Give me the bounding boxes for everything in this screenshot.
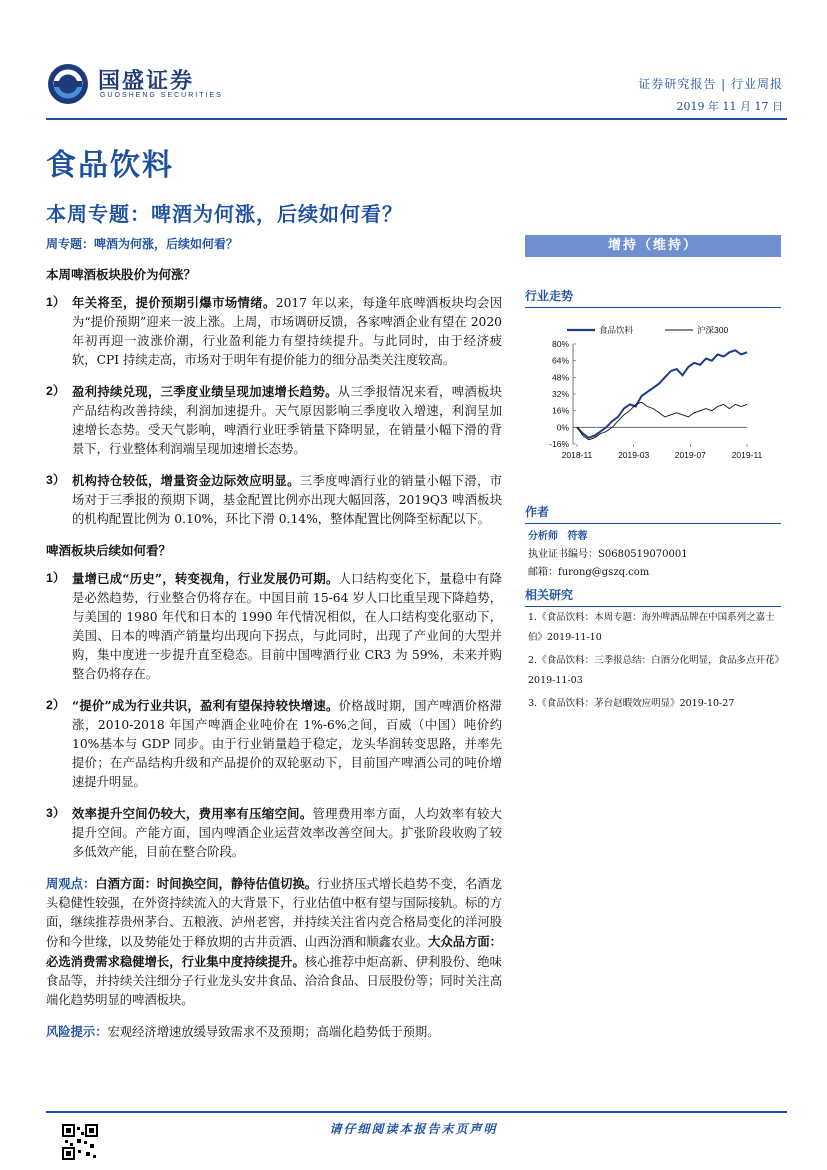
list-item: 1） 量增已成“历史”，转变视角，行业发展仍可期。人口结构变化下，量稳中有降是必然趋势，行业整合仍将存在。中国目前 15-64 岁人口比重呈现下降趋势，与美国的 1980 年代和日本的 1990 年代情况相似，在人口结构变化驱动下，美国、日本的啤酒产销量均出现向下拐点，与此同时，出现了产业间的大型并购，集中度进一步提升直至稳态。目前中国啤酒行业 CR3 为 59%，未来并购整合仍将存在。 [46,571,502,681]
list-item: 2） “提价”成为行业共识，盈利有望保持较快增速。价格战时期，国产啤酒价格滞涨，2010-2018 年国产啤酒企业吨价在 1%-6%之间，百威（中国）吨价约 10%基本与 GDP 同步。由于行业销量趋于稳定，龙头华润转变思路，并率先提价；在产品结构升级和产品提价的双轮驱动下，目前国产啤酒公司的吨价增速提升明显。 [46,698,502,789]
y-tick-label: 32% [551,389,569,399]
brand-name: 国盛证券 [98,69,195,94]
weekly-view: 周观点：白酒方面：时间换空间，静待估值切换。行业挤压式增长趋势不变，名酒龙头稳健性较强，在外资持续流入的大背景下，行业估值中枢有望与国际接轨。标的方面，继续推荐贵州茅台、五粮液、泸州老窖，并持续关注省内竞合格局变化的洋河股份和今世缘，以及势能处于释放期的古井贡酒、山西汾酒和顺鑫农业。大众品方面：必选消费需求稳健增长，行业集中度持续提升。核心推荐中炬高新、伊利股份、绝味食品等，并持续关注细分子行业龙头安井食品、洽洽食品、日辰股份等；同时关注高端化趋势明显的啤酒板块。 [46,876,502,1007]
logo-emblem-icon [46,62,92,106]
x-tick-label: 2018-11 [561,450,593,460]
author-info: 分析师 符蓉 执业证书编号：S0680519070001 邮箱：furong@gszq.com [528,531,688,578]
report-type: 证券研究报告 | 行业周报 [638,77,783,91]
topic-title: 本周专题：啤酒为何涨，后续如何看？ [46,202,403,226]
legend-label: 沪深300 [697,325,729,335]
related-research-list [528,608,784,717]
list-item: 2） 盈利持续兑现，三季度业绩呈现加速增长趋势。从三季报情况来看，啤酒板块产品结构改善持续，利润加速提升。天气原因影响三季度收入增速，利润呈加速增长态势。受天气影响，啤酒行业旺季销量下降明显，在销量小幅下滑的背景下，行业整体利润端呈现加速增长态势。 [46,384,502,456]
research-item[interactable]: 1.《食品饮料：本周专题：海外啤酒品牌在中国系列之嘉士伯》2019-11-10 [528,612,775,643]
cert-number: S0680519070001 [598,549,688,560]
section-heading: 本周啤酒板块股价为何涨？ [46,267,197,282]
x-tick-label: 2019-07 [674,450,706,460]
y-tick-label: 64% [551,355,569,366]
sector-title: 食品饮料 [46,148,174,183]
company-logo [46,62,236,106]
research-section-title: 相关研究 [525,586,781,607]
author-role: 分析师 [528,531,558,542]
y-tick-label: -16% [549,439,569,449]
y-tick-label: 48% [551,372,569,383]
research-item[interactable]: 2.《食品饮料：三季报总结：白酒分化明显，食品多点开花》2019-11-03 [528,655,780,686]
legend-label: 食品饮料 [599,325,634,335]
author-email[interactable]: furong@gszq.com [558,567,650,578]
list-item: 1） 年关将至，提价预期引爆市场情绪。2017 年以来，每逢年底啤酒板块均会因为“提价预期”迎来一波上涨。上周，市场调研反馈，各家啤酒企业有望在 2020 年初再迎一波涨价潮，行业盈利能力有望持续提升。与此同时，由于经济疲软，CPI 持续走高，市场对于明年有提价能力的细分品类关注度较高。 [46,295,502,367]
report-header [638,75,783,114]
report-date: 2019 年 11 月 17 日 [676,100,783,113]
research-item[interactable]: 3.《食品饮料：茅台赵暇效应明显》2019-10-27 [528,698,735,709]
x-tick-label: 2019-11 [731,450,763,460]
footer-disclaimer: 请仔细阅读本报告末页声明 [329,1122,498,1136]
topic-subtitle: 周专题：啤酒为何涨，后续如何看？ [46,237,239,251]
section-heading: 啤酒板块后续如何看？ [46,543,172,558]
risk-warning: 风险提示：宏观经济增速放缓导致需求不及预期；高端化趋势低于预期。 [46,1024,440,1039]
brand-name-en: GUOSHENG SECURITIES [100,92,223,99]
chart-section-title: 行业走势 [525,287,781,308]
y-tick-label: 16% [551,405,569,416]
y-tick-label: 0% [556,422,569,433]
series-line [577,402,747,440]
list-item: 3） 效率提升空间仍较大，费用率有压缩空间。管理费用率方面，人均效率有较大提升空间。产能方面，国内啤酒企业运营效率改善空间大。扩张阶段收购了较多低效产能，目前在整合阶段。 [46,806,502,859]
y-tick-label: 80% [551,339,569,349]
x-tick-label: 2019-03 [618,450,650,460]
rating-badge: 增持（维持） [525,235,781,257]
series-line [577,350,747,438]
main-content [46,265,502,1042]
industry-trend-chart [525,312,781,472]
list-item: 3） 机构持仓较低，增量资金边际效应明显。三季度啤酒行业的销量小幅下滑，市场对于三季报的预期下调，基金配置比例亦出现大幅回落，2019Q3 啤酒板块的机构配置比例为 0.10%，环比下滑 0.14%，整体配置比例降至标配以下。 [46,473,502,526]
header-divider [46,118,787,120]
author-section-title: 作者 [525,503,781,524]
author-name: 符蓉 [567,531,588,542]
footer-divider [46,1111,787,1113]
